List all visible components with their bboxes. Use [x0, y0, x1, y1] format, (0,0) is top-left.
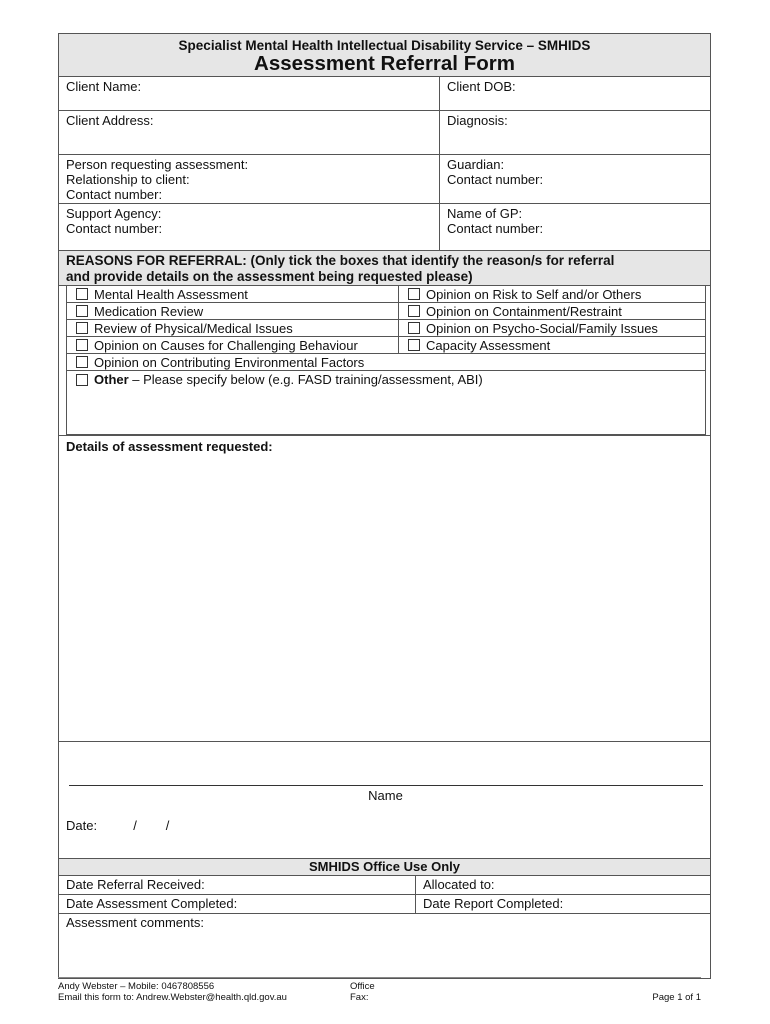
page-number: Page 1 of 1 — [652, 992, 701, 1003]
reason-option[interactable] — [67, 286, 399, 302]
reason-option[interactable] — [67, 320, 399, 336]
checkbox[interactable] — [408, 322, 420, 334]
agency-contact-label: Contact number: — [66, 221, 163, 236]
agency-label: Support Agency: — [66, 206, 162, 221]
reason-label: Mental Health Assessment — [94, 286, 248, 302]
other-label: Other — [94, 372, 129, 387]
details-area[interactable] — [59, 435, 710, 742]
assessment-comments-field[interactable]: Assessment comments: — [66, 915, 204, 930]
guardian-label: Guardian: — [447, 157, 505, 172]
other-description: – Please specify below (e.g. FASD training/assessment, ABI) — [128, 372, 483, 387]
guardian-contact-label: Contact number: — [447, 172, 544, 187]
office-heading: SMHIDS Office Use Only — [59, 858, 710, 876]
signature-line[interactable] — [69, 785, 703, 786]
details-label: Details of assessment requested: — [66, 439, 273, 454]
requester-contact-label: Contact number: — [66, 187, 163, 202]
footer-email-line: Email this form to: Andrew.Webster@health.qld.gov.au — [58, 992, 287, 1003]
checkbox[interactable] — [76, 305, 88, 317]
checkbox[interactable] — [76, 356, 88, 368]
reason-option[interactable] — [399, 303, 705, 319]
reason-label: Opinion on Psycho-Social/Family Issues — [426, 320, 658, 336]
client-dob-field[interactable]: Client DOB: — [447, 79, 516, 94]
checkbox[interactable] — [76, 288, 88, 300]
form-title: Assessment Referral Form — [254, 52, 515, 75]
date-completed-field[interactable]: Date Assessment Completed: — [59, 895, 416, 913]
signature-name-label: Name — [368, 788, 403, 803]
reason-label: Opinion on Containment/Restraint — [426, 303, 622, 319]
client-name-field[interactable]: Client Name: — [59, 77, 440, 110]
reasons-heading — [59, 251, 710, 286]
office-row — [59, 876, 710, 895]
reason-other-row — [67, 371, 705, 434]
agency-row — [59, 204, 710, 251]
gp-field[interactable] — [440, 204, 710, 250]
reason-row — [67, 303, 705, 320]
reasons-heading-line2: and provide details on the assessment being requested please) — [66, 269, 473, 284]
page-footer — [58, 977, 701, 1003]
form-subtitle: Specialist Mental Health Intellectual Disability Service – SMHIDS — [178, 38, 591, 53]
agency-field[interactable] — [59, 204, 440, 250]
reason-label: Review of Physical/Medical Issues — [94, 320, 293, 336]
reason-option[interactable] — [399, 337, 705, 353]
footer-contact — [58, 981, 287, 1003]
reason-label: Medication Review — [94, 303, 204, 319]
client-address-row — [59, 111, 710, 155]
requester-field[interactable] — [59, 155, 440, 203]
form-header — [59, 34, 710, 77]
checkbox[interactable] — [76, 339, 88, 351]
gp-contact-label: Contact number: — [447, 221, 544, 236]
footer-fax-label: Fax: — [350, 992, 369, 1003]
checkbox[interactable] — [408, 305, 420, 317]
requester-label: Person requesting assessment: — [66, 157, 249, 172]
gp-label: Name of GP: — [447, 206, 523, 221]
signature-area — [59, 742, 710, 858]
client-address-field[interactable]: Client Address: — [59, 111, 440, 154]
relationship-label: Relationship to client: — [66, 172, 190, 187]
signature-date-field[interactable]: Date: / / — [66, 818, 170, 833]
reason-option[interactable] — [67, 303, 399, 319]
footer-contact-line: Andy Webster – Mobile: 0467808556 — [58, 981, 215, 992]
diagnosis-field[interactable]: Diagnosis: — [447, 113, 508, 128]
reason-label: Capacity Assessment — [426, 337, 551, 353]
reason-label: Opinion on Risk to Self and/or Others — [426, 286, 642, 302]
reason-row — [67, 286, 705, 303]
reason-option[interactable] — [399, 320, 705, 336]
allocated-to-field[interactable]: Allocated to: — [423, 877, 495, 892]
reason-other-option[interactable] — [67, 372, 483, 387]
referral-form — [58, 33, 711, 979]
reasons-heading-line1: REASONS FOR REFERRAL: (Only tick the boxes that identify the reason/s for referral — [66, 253, 615, 268]
guardian-field[interactable] — [440, 155, 710, 203]
reason-option[interactable] — [67, 337, 399, 353]
reason-row — [67, 354, 705, 371]
checkbox[interactable] — [76, 374, 88, 386]
checkbox[interactable] — [76, 322, 88, 334]
footer-office-label: Office — [350, 981, 375, 992]
reason-row — [67, 337, 705, 354]
checkbox[interactable] — [408, 288, 420, 300]
office-row — [59, 895, 710, 914]
reason-option[interactable] — [399, 286, 705, 302]
client-name-row — [59, 77, 710, 111]
reason-option[interactable] — [67, 354, 364, 370]
requester-row — [59, 155, 710, 204]
footer-office — [350, 981, 375, 1003]
reason-label: Opinion on Causes for Challenging Behaviour — [94, 337, 358, 353]
reasons-checklist — [66, 286, 706, 435]
date-report-field[interactable]: Date Report Completed: — [423, 896, 564, 911]
reason-label: Opinion on Contributing Environmental Factors — [94, 354, 365, 370]
date-received-field[interactable]: Date Referral Received: — [59, 876, 416, 894]
checkbox[interactable] — [408, 339, 420, 351]
reason-row — [67, 320, 705, 337]
